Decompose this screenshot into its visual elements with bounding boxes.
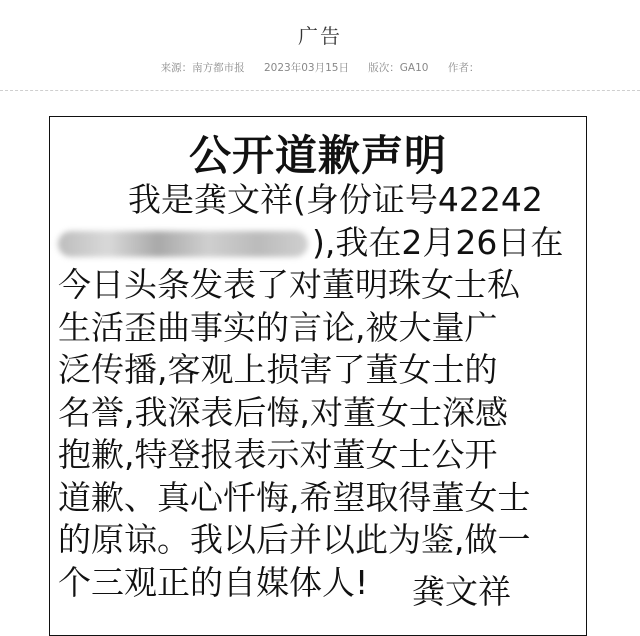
notice-line: 我是龚文祥(身份证号42242 bbox=[128, 180, 543, 219]
page-header bbox=[0, 0, 640, 92]
publish-date: 2023年03月15日 bbox=[264, 62, 349, 74]
notice-title: 公开道歉声明 bbox=[188, 131, 447, 180]
notice-line: 道歉、真心忏悔,希望取得董女士 bbox=[58, 477, 531, 517]
notice-body bbox=[58, 179, 586, 604]
blurred-id-number bbox=[58, 231, 308, 257]
notice-line: 今日头条发表了对董明珠女士私 bbox=[58, 265, 520, 304]
section-title: 广告 bbox=[298, 24, 342, 48]
notice-line: 名誉,我深表后悔,对董女士深感 bbox=[58, 392, 508, 432]
source-label: 来源：南方都市报 bbox=[160, 62, 245, 74]
article-meta bbox=[0, 60, 640, 75]
page-number: 版次：GA10 bbox=[368, 62, 429, 74]
notice-line: 泛传播,客观上损害了董女士的 bbox=[58, 350, 498, 389]
apology-notice bbox=[49, 116, 587, 636]
header-divider bbox=[0, 90, 640, 91]
signature: 龚文祥 bbox=[412, 572, 511, 611]
notice-line-text: ),我在2月26日在 bbox=[312, 222, 564, 262]
notice-line: 生活歪曲事实的言论,被大量广 bbox=[58, 307, 498, 347]
notice-line bbox=[58, 222, 586, 265]
notice-line: 抱歉,特登报表示对董女士公开 bbox=[58, 435, 498, 474]
notice-line: 的原谅。我以后并以此为鉴,做一 bbox=[58, 520, 531, 559]
notice-line: 个三观正的自媒体人! bbox=[58, 562, 369, 602]
author-label: 作者： bbox=[447, 62, 480, 74]
